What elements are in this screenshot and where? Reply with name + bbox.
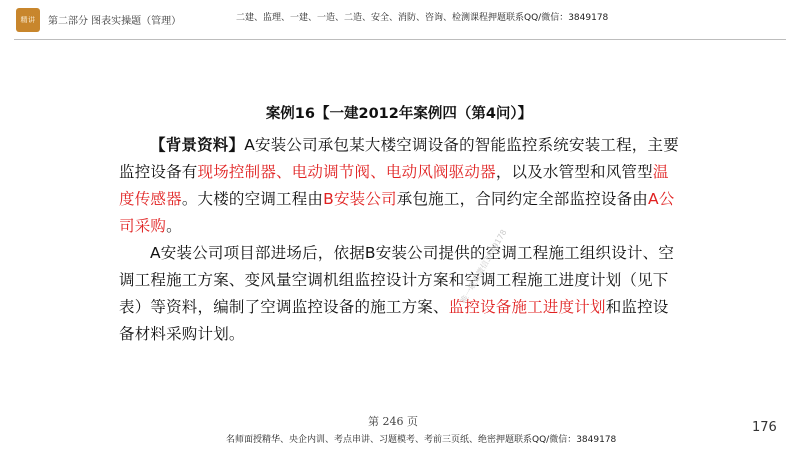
text-segment: ，以及水管型和风管型 [495, 163, 653, 181]
page-header [0, 0, 800, 40]
watermark: 唯一联系微信3849178 [458, 228, 509, 305]
document-body [119, 102, 679, 348]
section-title: 第二部分 图表实操题（管理） [48, 16, 182, 27]
page-number: 176 [752, 420, 777, 435]
text-segment: 承包施工，合同约定全部监控设备由 [396, 190, 648, 208]
page-footer: 名师面授精华、央企内训、考点串讲、习题模考、考前三页纸、绝密押题联系QQ/微信：3849178 [226, 435, 617, 445]
highlight-a-company-purchase: A公司采购 [119, 190, 675, 235]
header-divider [14, 39, 786, 40]
highlight-temperature-sensor: 温度传感器 [119, 163, 669, 208]
paragraph-background [119, 132, 679, 240]
logo-icon [16, 8, 40, 32]
page-label: 第 246 页 [368, 415, 418, 428]
paragraph-project [119, 240, 679, 348]
case-title: 案例16【一建2012年案例四（第4问）】 [265, 106, 533, 122]
background-label: 【背景资料】 [150, 136, 245, 154]
highlight-b-company: B安装公司 [323, 190, 397, 208]
text-segment: 。 [166, 217, 182, 235]
top-banner: 二建、监理、一建、一造、二造、安全、消防、咨询、检测课程押题联系QQ/微信：3849178 [236, 13, 609, 23]
text-segment: 。大楼的空调工程由 [181, 190, 324, 208]
highlight-monitoring-devices: 现场控制器、电动调节阀、电动风阀驱动器 [197, 163, 496, 181]
highlight-schedule-plan: 监控设备施工进度计划 [448, 298, 606, 316]
text-segment: A安装公司项目部进场后，依据B安装公司提供的空调工程施工组织设计、空调工程施工方案、变风量空调机组监控设计方案和空调工程施工进度计划（见下表）等资料，编制了空调监控设备的施工方案、 [119, 244, 675, 316]
text-segment: 和监控设备材料采购计划。 [119, 298, 669, 343]
text-segment: A安装公司承包某大楼空调设备的智能监控系统安装工程，主要监控设备有 [119, 136, 679, 181]
logo-text: 精讲 [20, 16, 36, 24]
